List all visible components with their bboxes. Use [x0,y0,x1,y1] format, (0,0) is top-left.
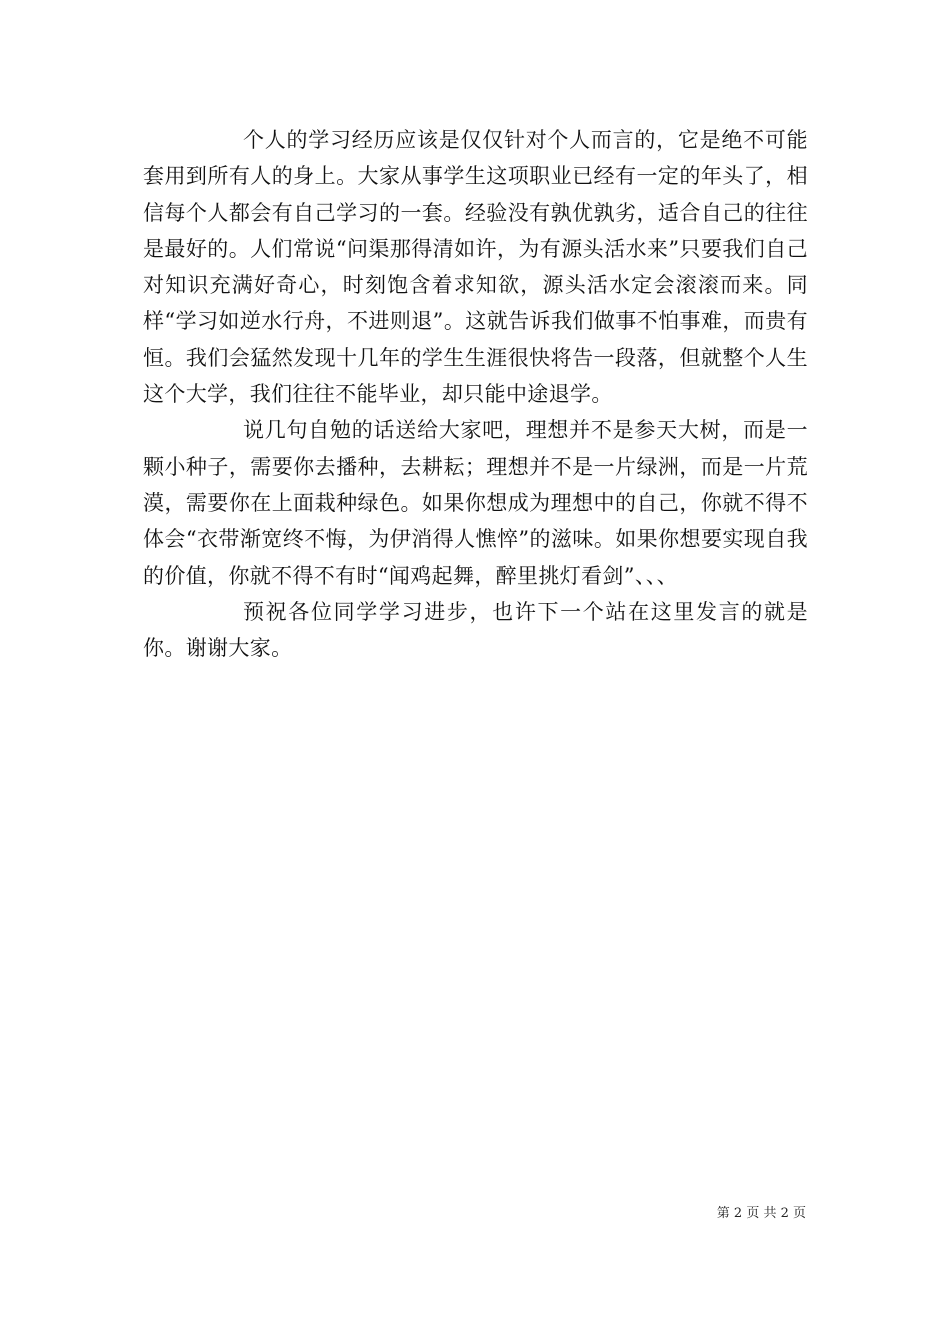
paragraph-study-experience: 个人的学习经历应该是仅仅针对个人而言的，它是绝不可能套用到所有人的身上。大家从事学生这项职业已经有一定的年头了，相信每个人都会有自己学习的一套。经验没有孰优孰劣，适合自己的往往是最好的。人们常说“问渠那得清如许，为有源头活水来”只要我们自己对知识充满好奇心，时刻饱含着求知欲，源头活水定会滚滚而来。同样“学习如逆水行舟，不进则退”。这就告诉我们做事不怕事难，而贵有恒。我们会猛然发现十几年的学生生涯很快将告一段落，但就整个人生这个大学，我们往往不能毕业，却只能中途退学。 [143,128,808,407]
paragraph-ideals: 说几句自勉的话送给大家吧，理想并不是参天大树，而是一颗小种子，需要你去播种，去耕耘；理想并不是一片绿洲，而是一片荒漠，需要你在上面栽种绿色。如果你想成为理想中的自己，你就不得不体会“衣带渐宽终不悔，为伊消得人憔悴”的滋味。如果你想要实现自我的价值，你就不得不有时“闻鸡起舞，醉里挑灯看剑”、、、 [143,418,808,588]
document-body [143,122,808,666]
paragraph-closing: 预祝各位同学学习进步，也许下一个站在这里发言的就是你。谢谢大家。 [143,599,808,661]
page-number-footer: 第 2 页 共 2 页 [716,1206,806,1221]
